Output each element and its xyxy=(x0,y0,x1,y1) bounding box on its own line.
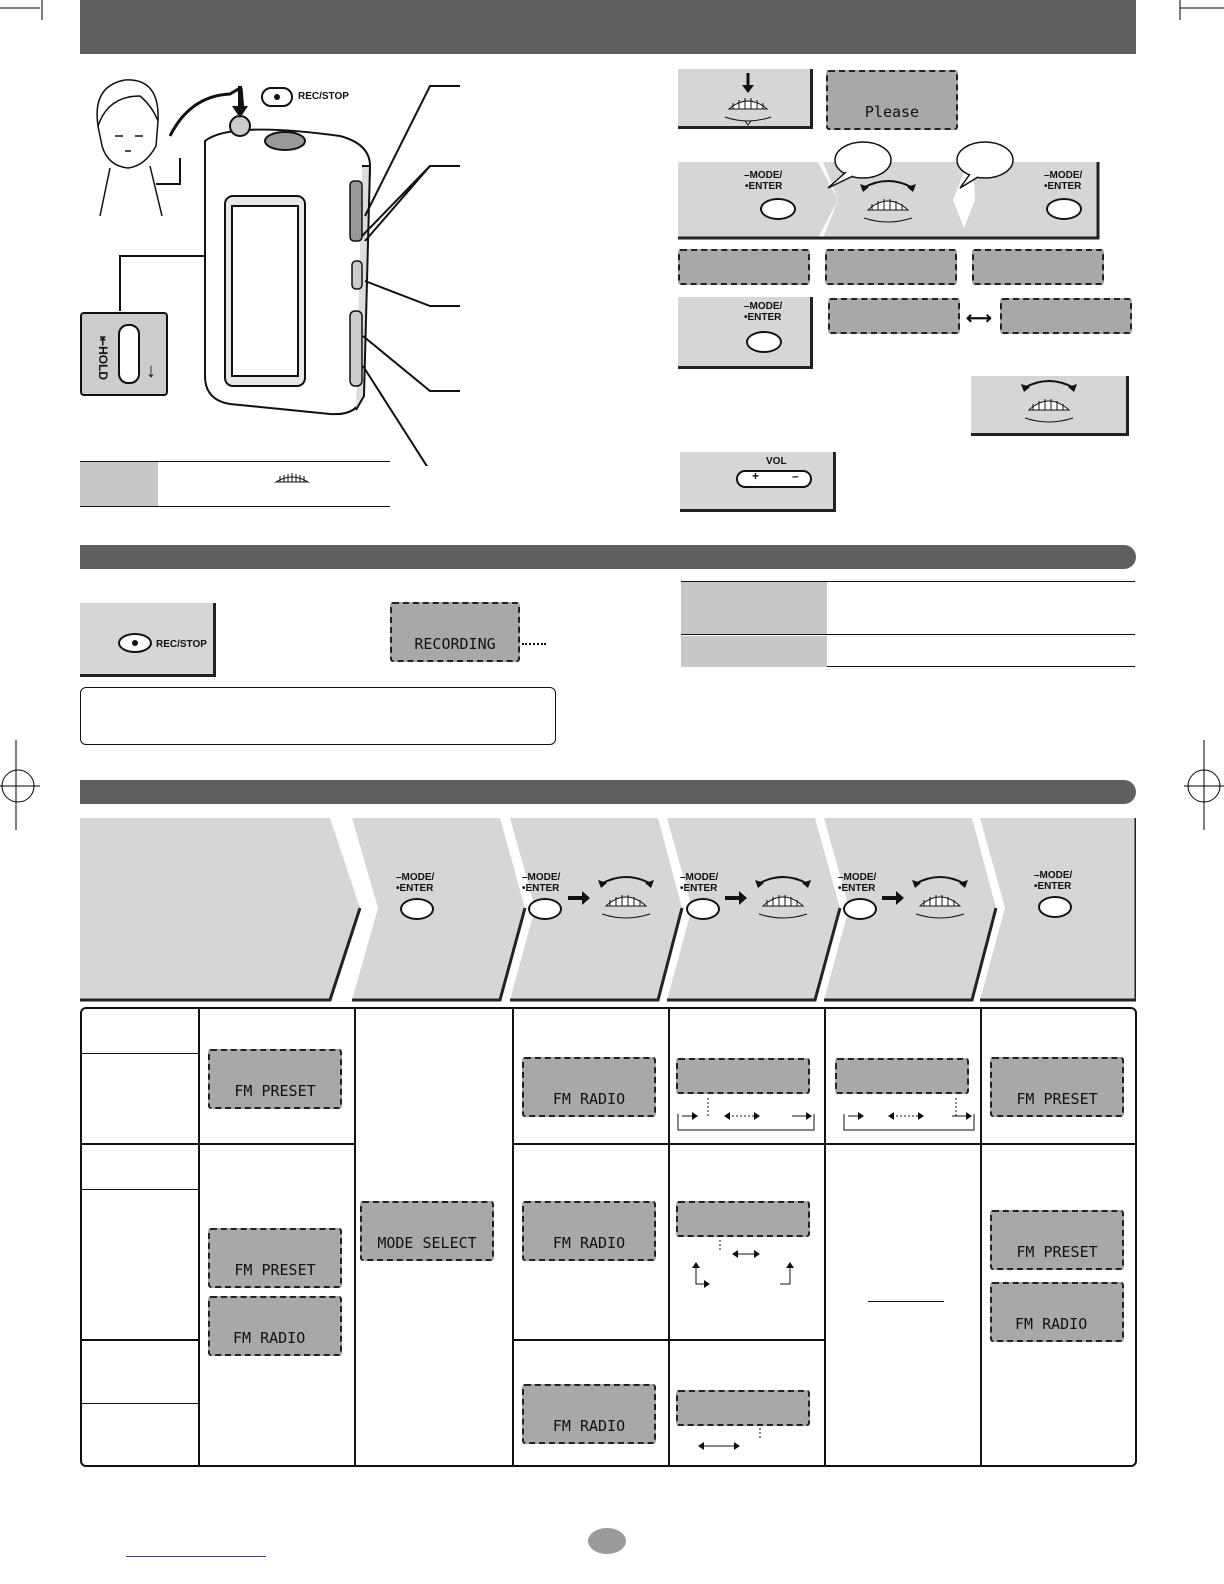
lcd-channel-set xyxy=(835,1058,969,1094)
push-wheel-icon xyxy=(723,71,773,127)
lcd-line: FM PRESET xyxy=(234,1261,316,1279)
lcd-memory-mode xyxy=(522,1057,656,1117)
lcd-line xyxy=(681,1425,805,1426)
wheel-icon xyxy=(272,470,312,484)
rec-stop-label-top: REC/STOP xyxy=(298,91,349,102)
lcd-line xyxy=(681,1236,805,1237)
info-table-head-2 xyxy=(681,636,827,667)
flow-mode-enter-button-5[interactable] xyxy=(1038,896,1072,918)
row-div-thin xyxy=(82,1189,198,1190)
lcd-line: Please xyxy=(864,103,920,121)
lcd-line xyxy=(683,284,805,285)
dotted-leader xyxy=(522,643,546,645)
label-line: –MODE/ xyxy=(744,301,783,312)
lcd-line: FM RADIO xyxy=(233,1329,306,1347)
lcd-mode-select-player xyxy=(678,249,810,285)
lcd-line: FM RADIO xyxy=(552,1090,626,1108)
lcd-result-preset-b xyxy=(990,1210,1124,1270)
label-line: –MODE/ xyxy=(680,872,719,883)
flow-mode-enter-button-1[interactable] xyxy=(400,898,434,920)
lcd-line: RECORDING xyxy=(414,635,496,653)
device-illustration xyxy=(80,66,470,466)
flow-mode-enter-label-2 xyxy=(522,872,560,894)
section-header-bar-settings xyxy=(80,780,1136,804)
toggle-arrow-icon: ⟷ xyxy=(966,308,992,328)
step-panel-mode-enter xyxy=(678,297,813,369)
col-div xyxy=(668,1009,670,1465)
channel-set-range-arrows xyxy=(838,1096,978,1136)
label-line: •ENTER xyxy=(680,883,718,894)
mode-enter-label-c xyxy=(744,301,782,323)
mode-enter-button-b[interactable] xyxy=(1046,198,1082,220)
lcd-line xyxy=(833,333,955,334)
down-arrow-icon: ↓ xyxy=(146,360,156,382)
footer-line xyxy=(126,1556,266,1557)
section-header-bar-recording xyxy=(80,545,1136,569)
lcd-table-preset-m01 xyxy=(208,1049,342,1109)
flow-mode-enter-button-2[interactable] xyxy=(528,898,562,920)
step-panel-rec-stop xyxy=(80,603,216,677)
lcd-fm-radio-a xyxy=(972,249,1104,285)
col-div xyxy=(512,1009,514,1465)
lcd-fm-preset xyxy=(1000,298,1132,334)
lcd-table-fm-radio xyxy=(208,1296,342,1356)
hold-text: HOLD xyxy=(96,346,110,381)
rec-dot-icon xyxy=(132,640,138,646)
row-div xyxy=(512,1143,1137,1145)
flow-mode-enter-label-4 xyxy=(838,872,876,894)
lcd-band-step-value xyxy=(676,1201,810,1237)
vol-label: VOL xyxy=(766,456,787,467)
settings-flow-chevrons xyxy=(80,818,1136,1004)
hold-symbol: ⇤ xyxy=(96,336,110,347)
band-step-arrows xyxy=(680,1238,810,1292)
flow-mode-enter-label-5 xyxy=(1034,870,1072,892)
rec-stop-label: REC/STOP xyxy=(156,639,207,650)
col-div xyxy=(198,1009,200,1465)
step-panel-push-wheel xyxy=(678,69,813,129)
label-line: •ENTER xyxy=(396,883,434,894)
lcd-reception-menu xyxy=(522,1384,656,1444)
col-div xyxy=(980,1009,982,1465)
note-table-head xyxy=(80,462,158,506)
lcd-fm-radio-b xyxy=(828,298,960,334)
turn-wheel-icon xyxy=(1019,380,1079,432)
label-line: –MODE/ xyxy=(1044,170,1083,181)
lcd-result-fm-radio xyxy=(990,1282,1124,1342)
lcd-line: FM RADIO xyxy=(552,1417,626,1435)
step-panel-volume xyxy=(680,452,836,512)
label-line: –MODE/ xyxy=(396,872,435,883)
reception-arrows xyxy=(690,1428,780,1452)
lcd-line xyxy=(681,1093,805,1094)
info-table-divider xyxy=(681,634,1135,635)
row-div xyxy=(512,1339,824,1341)
lcd-please-wait xyxy=(826,70,958,130)
mode-enter-label-b xyxy=(1044,170,1082,192)
label-line: •ENTER xyxy=(1034,881,1072,892)
lcd-mode-select-fm xyxy=(825,249,957,285)
label-line: •ENTER xyxy=(744,181,783,192)
lcd-reception-value xyxy=(676,1390,810,1426)
hold-slider[interactable] xyxy=(118,324,140,384)
lcd-table-preset-m02 xyxy=(208,1228,342,1288)
lcd-line xyxy=(840,1093,964,1094)
lcd-line: FM PRESET xyxy=(234,1082,316,1100)
lcd-band-step-menu xyxy=(522,1201,656,1261)
lcd-line: FM RADIO xyxy=(552,1234,626,1252)
label-line: –MODE/ xyxy=(522,872,561,883)
lcd-recording xyxy=(390,602,520,662)
row-div xyxy=(82,1143,354,1145)
label-line: –MODE/ xyxy=(1034,870,1073,881)
lcd-line: FM RADIO xyxy=(1015,1315,1088,1333)
step-panel-turn-wheel xyxy=(971,376,1129,436)
lcd-line xyxy=(977,284,1099,285)
lcd-line xyxy=(1005,333,1127,334)
recording-info-table xyxy=(681,581,1135,667)
flow-mode-enter-button-3[interactable] xyxy=(686,898,720,920)
lcd-table-mode-select xyxy=(360,1201,494,1261)
vol-plus-button[interactable]: + xyxy=(752,469,760,483)
lcd-line: FM PRESET xyxy=(1016,1243,1098,1261)
flow-mode-enter-button-4[interactable] xyxy=(843,898,877,920)
col-div xyxy=(824,1009,826,1465)
label-line: •ENTER xyxy=(522,883,560,894)
vol-minus-button[interactable]: – xyxy=(792,469,799,483)
lcd-result-preset-a xyxy=(990,1057,1124,1117)
section-header-bar-top xyxy=(80,0,1136,54)
freq-set-range-arrows xyxy=(672,1096,822,1136)
label-line: •ENTER xyxy=(838,883,876,894)
hold-label xyxy=(96,336,110,381)
label-line: –MODE/ xyxy=(838,872,877,883)
hold-switch-panel xyxy=(80,312,168,396)
flow-mode-enter-label-1 xyxy=(396,872,434,894)
note-box xyxy=(80,687,556,745)
col-div xyxy=(354,1009,356,1465)
mode-enter-button-a[interactable] xyxy=(760,198,796,220)
note-table xyxy=(80,461,390,507)
lcd-line xyxy=(830,284,952,285)
vol-button-frame xyxy=(736,470,812,488)
page-number-badge xyxy=(588,1528,626,1554)
flow-mode-enter-label-3 xyxy=(680,872,718,894)
row-div-thin xyxy=(82,1403,198,1404)
mode-enter-button-c[interactable] xyxy=(746,331,782,353)
listener-icon xyxy=(97,80,162,216)
info-table-head-1 xyxy=(681,582,827,634)
mode-enter-label-a xyxy=(744,170,782,192)
lcd-line: MODE SELECT xyxy=(377,1234,477,1252)
lcd-line: FM PRESET xyxy=(1016,1090,1098,1108)
row-div xyxy=(82,1339,198,1341)
dash-placeholder xyxy=(868,1301,944,1302)
label-line: •ENTER xyxy=(744,312,782,323)
row-div-thin xyxy=(82,1053,198,1054)
label-line: –MODE/ xyxy=(744,170,783,181)
label-line: •ENTER xyxy=(1044,181,1082,192)
lcd-freq-set xyxy=(676,1058,810,1094)
